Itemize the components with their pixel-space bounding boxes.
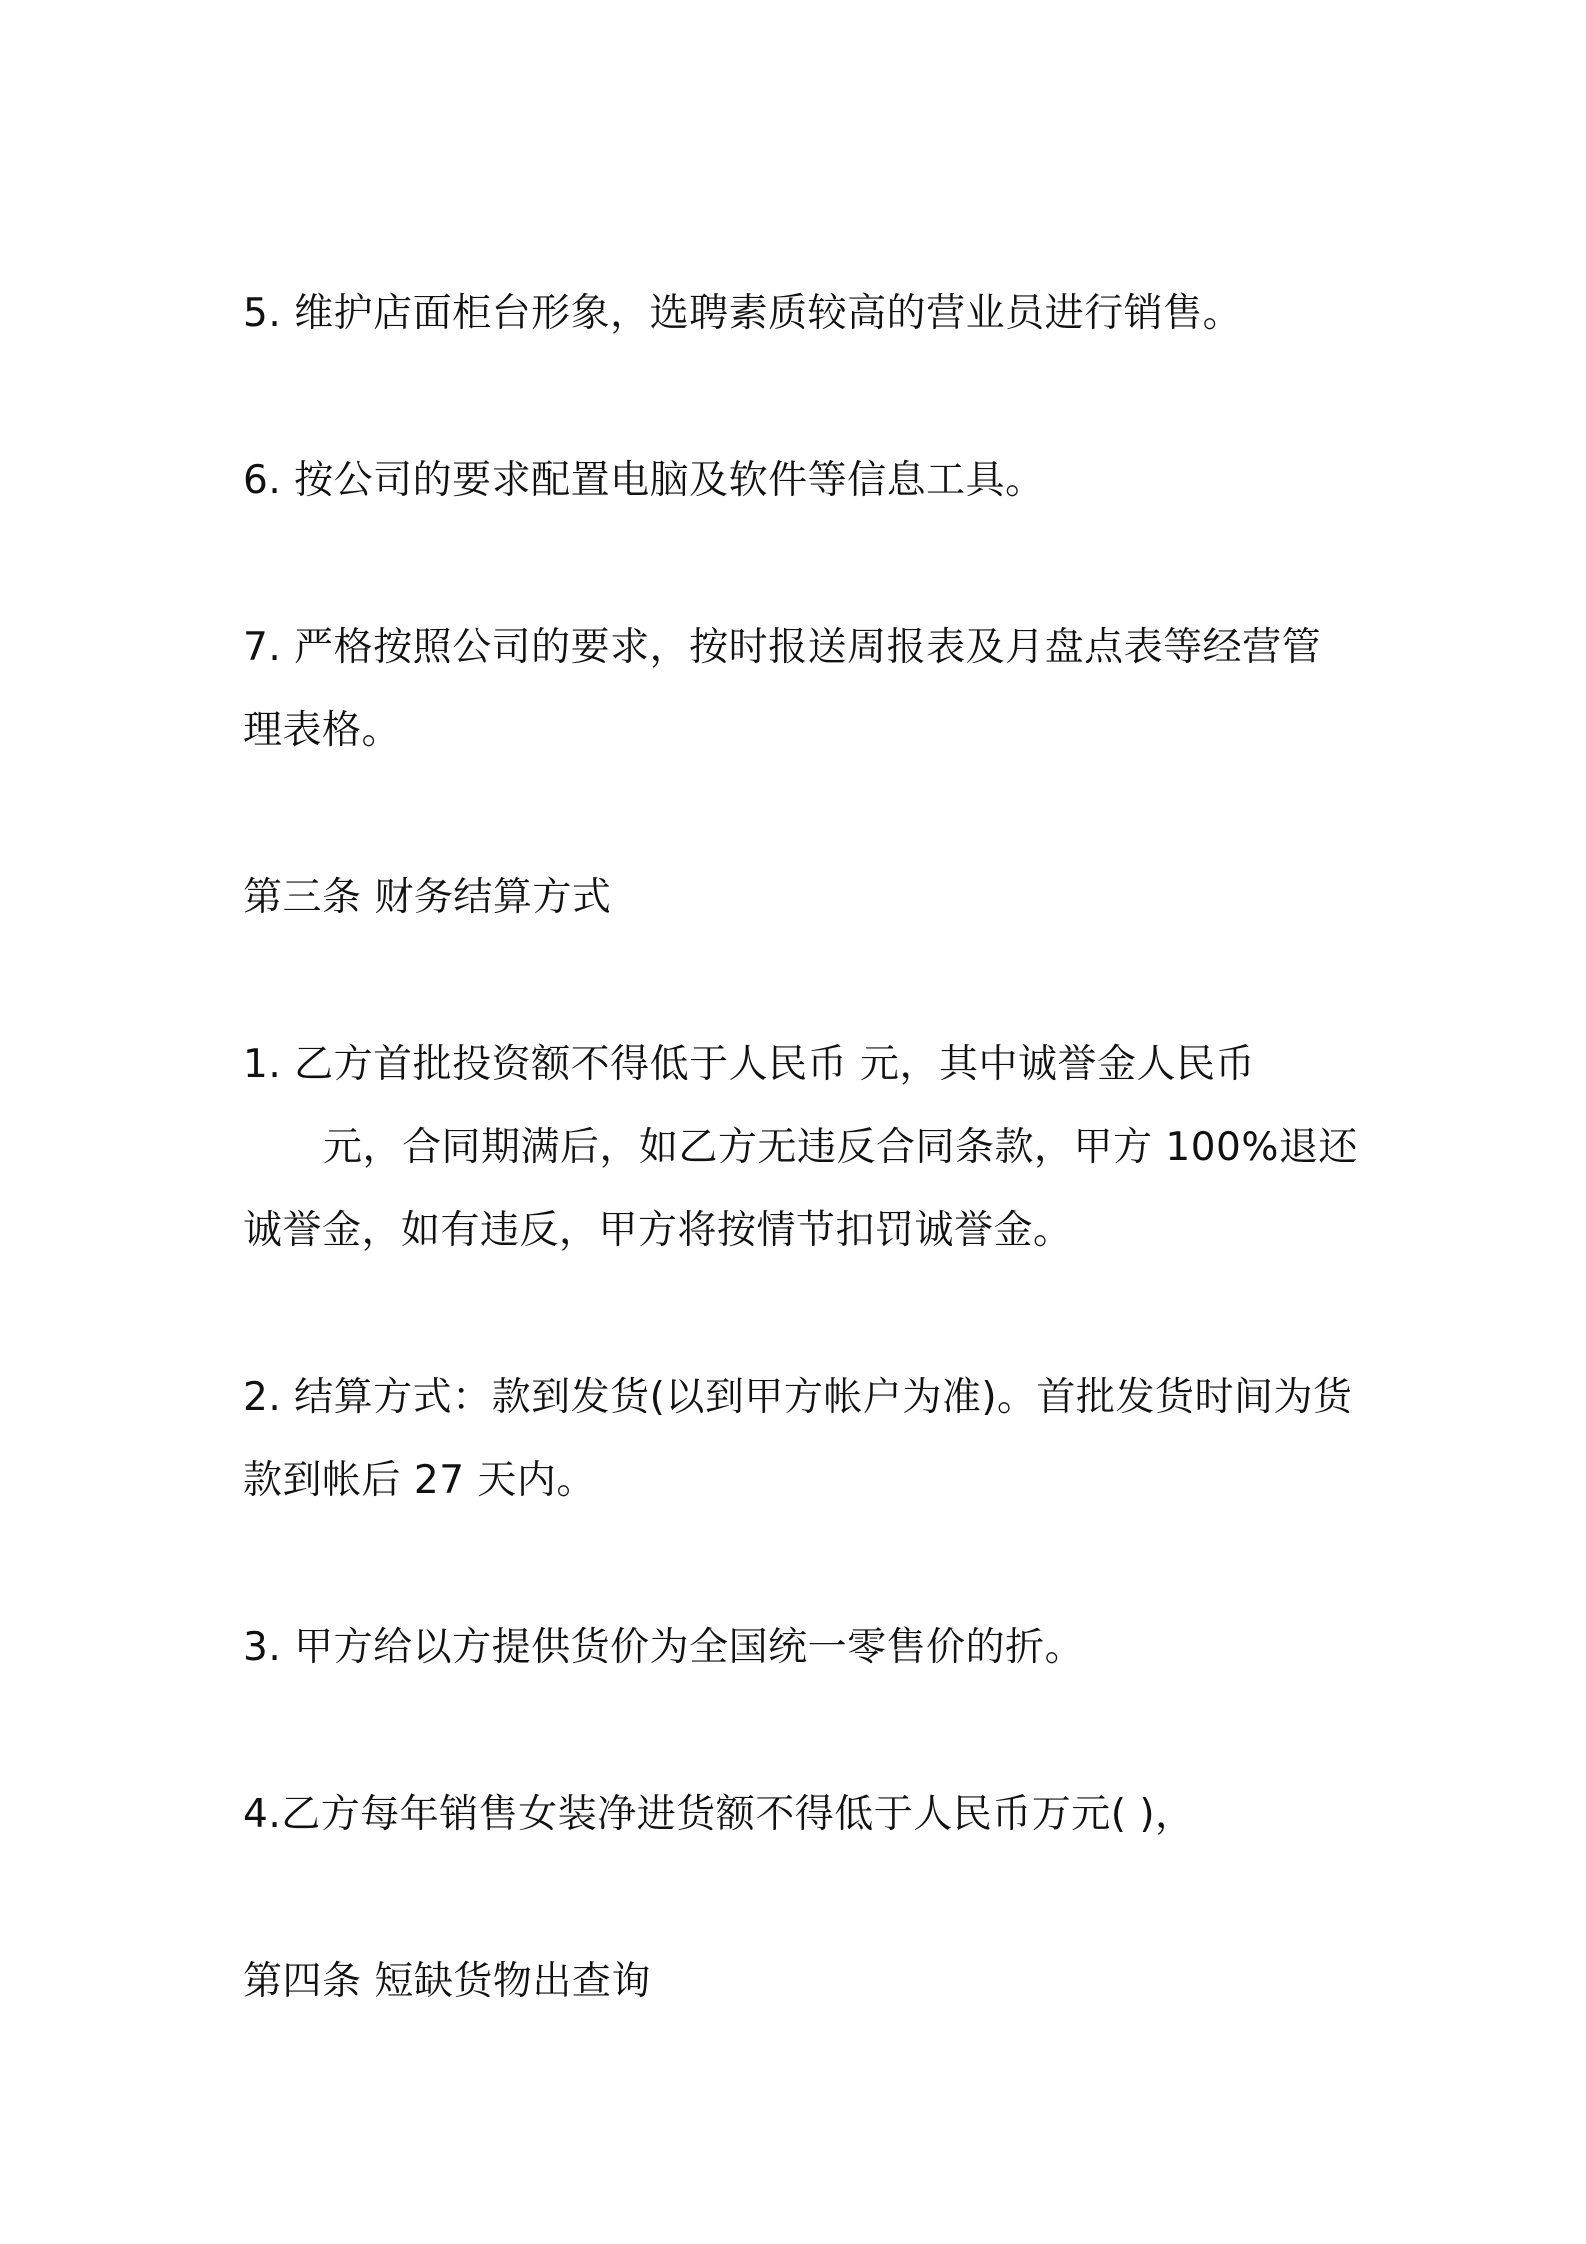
finance-item-1-line-3: 诚誉金，如有违反，甲方将按情节扣罚诚誉金。 — [243, 1208, 1073, 1253]
clause-item-6: 6. 按公司的要求配置电脑及软件等信息工具。 — [243, 458, 1045, 503]
finance-item-1-line-2: 元，合同期满后，如乙方无违反合同条款，甲方 100%退还 — [323, 1125, 1358, 1170]
section-heading-article-3: 第三条 财务结算方式 — [243, 875, 612, 920]
clause-item-5: 5. 维护店面柜台形象，选聘素质较高的营业员进行销售。 — [243, 291, 1243, 336]
finance-item-1-line-1: 1. 乙方首批投资额不得低于人民币 元，其中诚誉金人民币 — [243, 1042, 1256, 1087]
finance-item-2-line-1: 2. 结算方式：款到发货(以到甲方帐户为准)。首批发货时间为货 — [243, 1375, 1353, 1420]
clause-item-7-line-2: 理表格。 — [243, 708, 402, 753]
finance-item-4: 4.乙方每年销售女装净进货额不得低于人民币万元( )， — [243, 1792, 1195, 1837]
finance-item-3: 3. 甲方给以方提供货价为全国统一零售价的折。 — [243, 1625, 1085, 1670]
clause-item-7-line-1: 7. 严格按照公司的要求，按时报送周报表及月盘点表等经营管 — [243, 625, 1322, 670]
section-heading-article-4: 第四条 短缺货物出查询 — [243, 1959, 651, 2004]
finance-item-2-line-2: 款到帐后 27 天内。 — [243, 1458, 596, 1503]
